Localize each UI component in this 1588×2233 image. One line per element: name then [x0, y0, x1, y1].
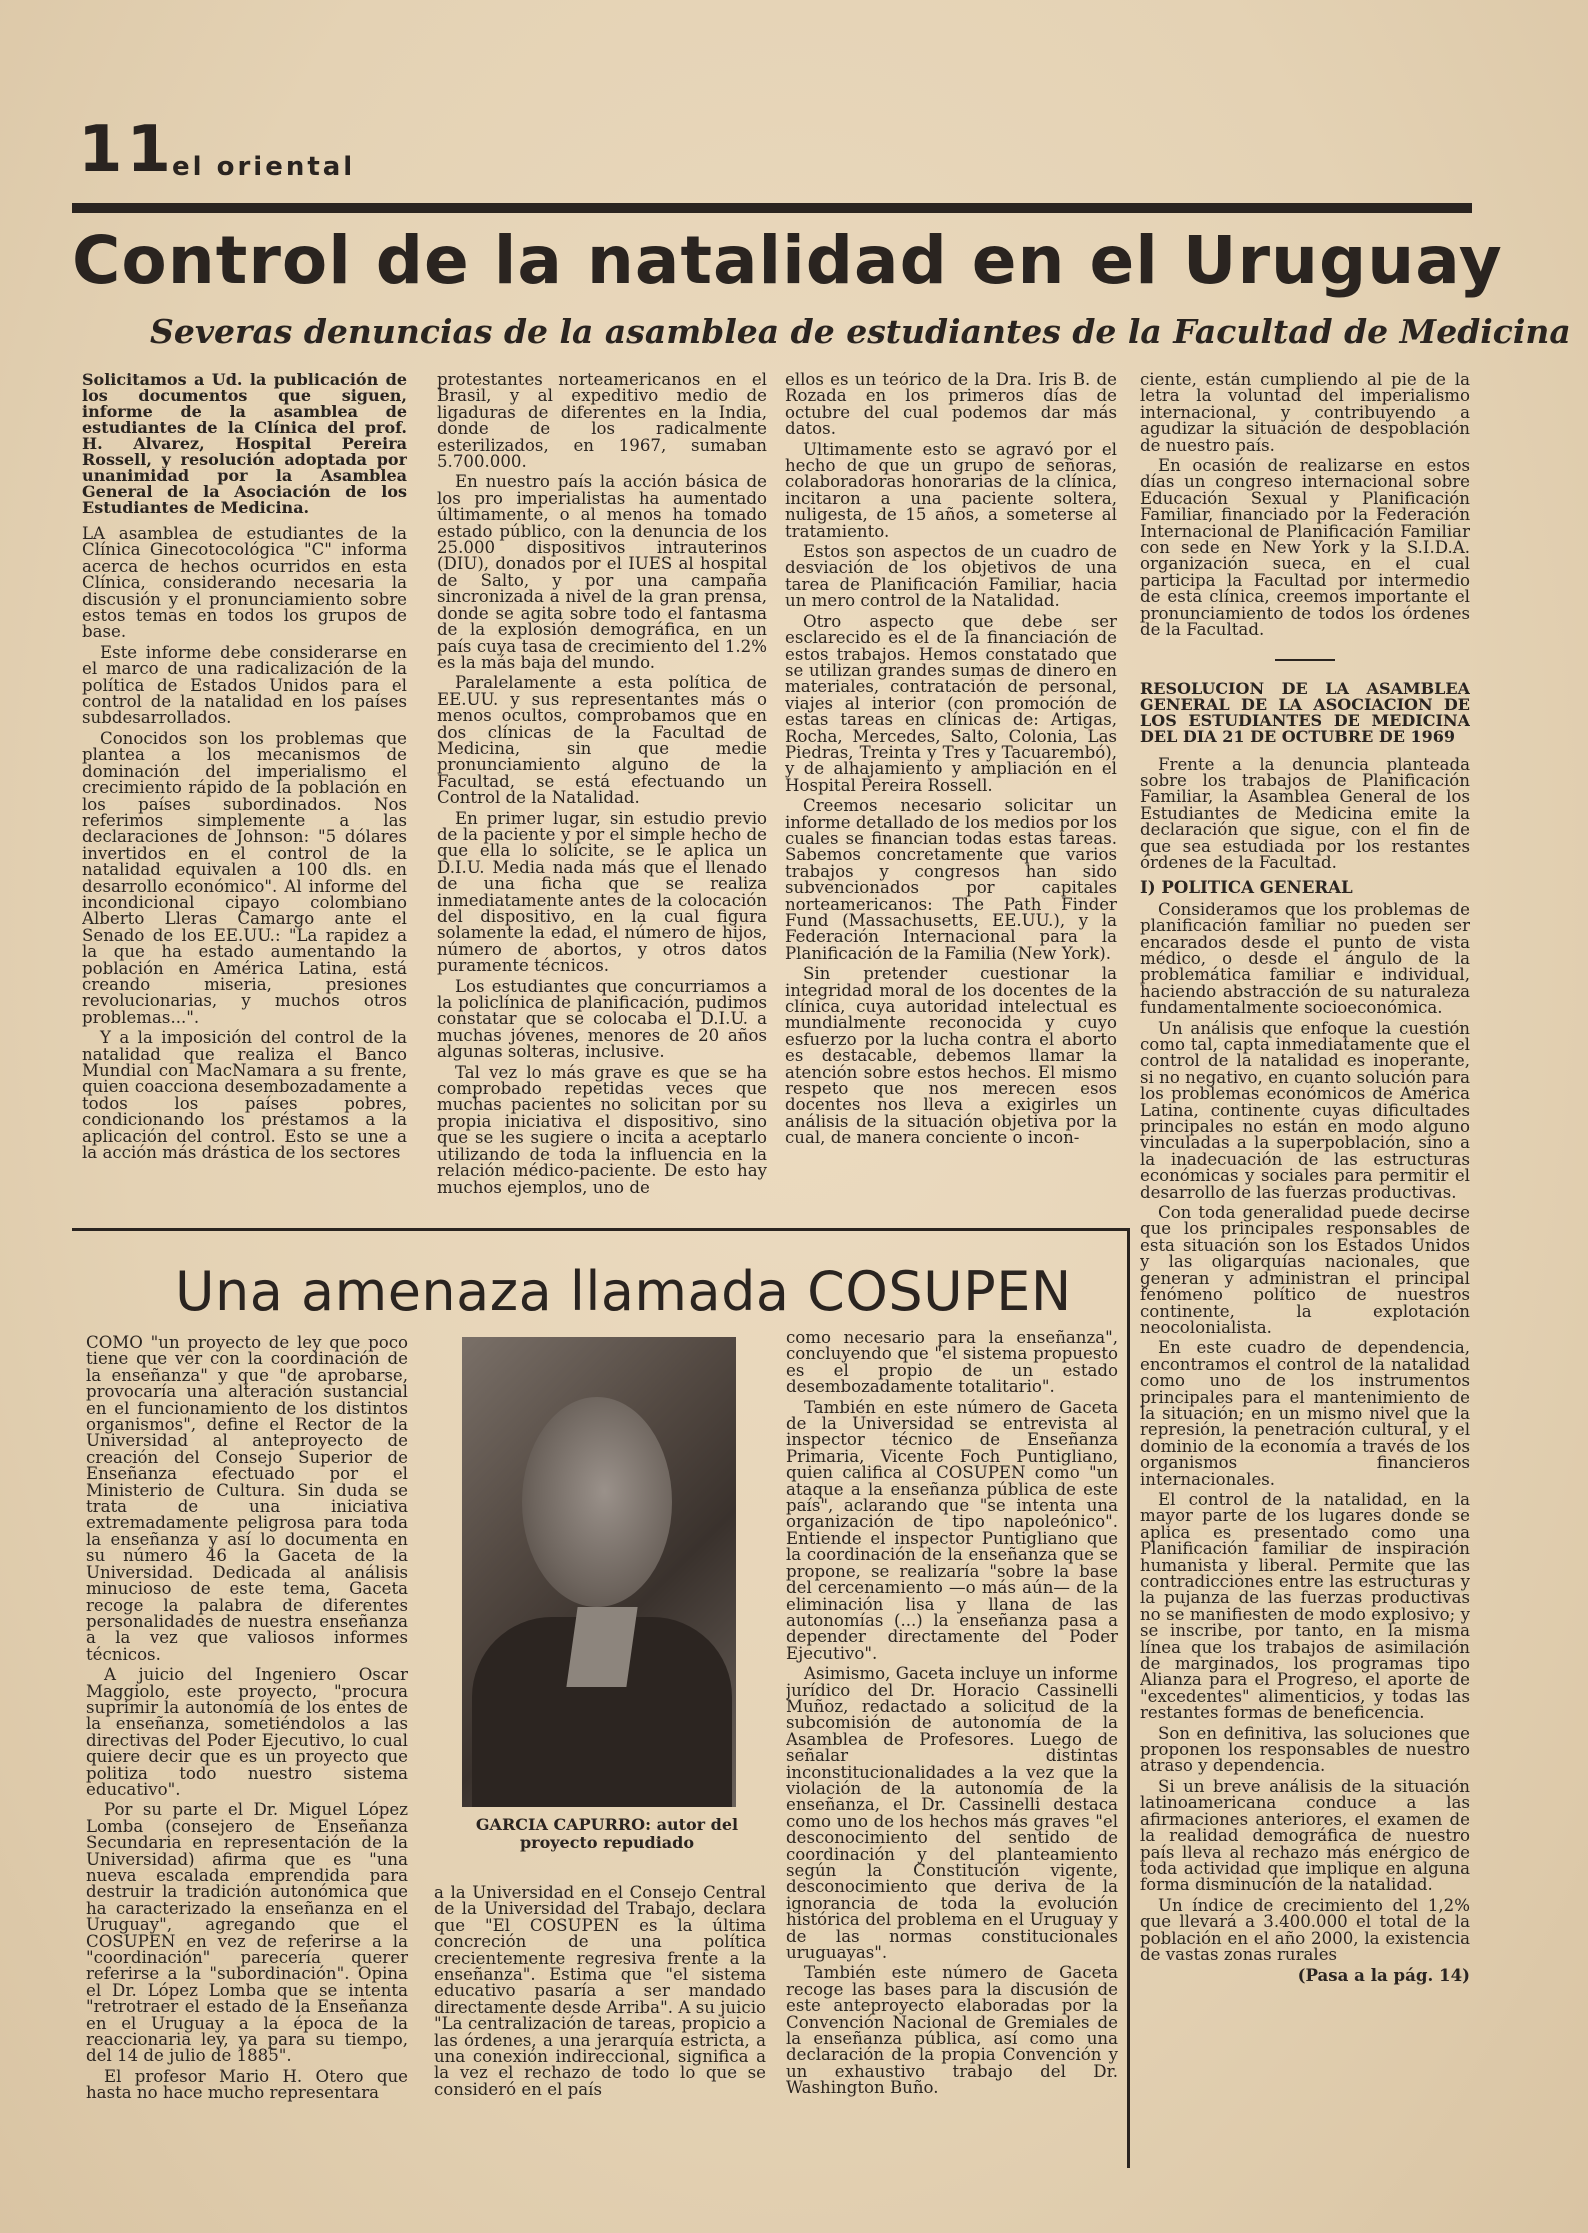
article-subheadline: Severas denuncias de la asamblea de estudiantes de la Facultad de Medicina: [150, 312, 1571, 351]
photo-collar: [566, 1607, 637, 1687]
paragraph: Asimismo, Gaceta incluye un informe jurídico del Dr. Horacio Cassinelli Muñoz, redactado a solicitud de la subcomisión de autonomía de la Asamblea de Profesores. Luego de señalar distintas inconstitucionalidades a la vez que la violación de la autonomía de la enseñanza, el Dr. Cassinelli destaca como uno de los hechos más graves "el desconocimiento del sentido de coordinación y del planteamiento según la Constitución vigente, desconocimiento que deriva de la ignorancia de toda la evolución histórica del problema en el Uruguay y de las normas constitucionales uruguayas".: [786, 1664, 1118, 1963]
article1-column-2: [437, 372, 767, 1202]
paragraph: Y a la imposición del control de la natalidad que realiza el Banco Mundial con MacNamara a su frente, quien coacciona desembozadamente a todos los países pobres, condicionando los préstamos a la aplicación del control. Esto se une a la acción más drástica de los sectores: [82, 1028, 407, 1163]
paragraph: Estos son aspectos de un cuadro de desviación de los objetivos de una tarea de Planificación Familiar, hacia un mero control de la Natalidad.: [785, 542, 1117, 611]
paragraph: Consideramos que los problemas de planificación familiar no pueden ser encarados desde el punto de vista médico, o desde el ángulo de la problemática familiar e individual, haciendo abstracción de su naturaleza fundamentalmente socioeconómica.: [1140, 899, 1470, 1018]
paragraph: ciente, están cumpliendo al pie de la letra la voluntad del imperialismo internacional, y contribuyendo a agudizar la situación de despoblación de nuestro país.: [1140, 372, 1470, 455]
paragraph: En nuestro país la acción básica de los pro imperialistas ha aumentado últimamente, o al menos ha tomado estado público, con la denuncia de los 25.000 dispositivos intrauterinos (DIU), donados por el IUES al hospital de Salto, y por una campaña sincronizada a nivel de la gran prensa, donde se agita sobre todo el fantasma de la explosión demográfica, en un país cuya tasa de crecimiento del 1.2% es la más baja del mundo.: [437, 472, 767, 672]
paragraph: Un índice de crecimiento del 1,2% que llevará a 3.400.000 el total de la población en el año 2000, la existencia de vastas zonas rurales: [1140, 1895, 1470, 1964]
paragraph: Otro aspecto que debe ser esclarecido es el de la financiación de estos trabajos. Hemos constatado que se utilizan grandes sumas de dinero en materiales, contratación de personal, viajes al interior (con promoción de estas tareas en clínicas de: Artigas, Rocha, Mercedes, Salto, Colonia, Las Piedras, Treinta y Tres y Tacuarembó), y de alhajamiento y ampliación en el Hospital Pereira Rossell.: [785, 611, 1117, 795]
paragraph: En ocasión de realizarse en estos días un congreso internacional sobre Educación Sexual y Planificación Familiar, financiado por la Federación Internacional de Planificación Familiar con sede en New York y la S.I.D.A. organización sueca, en el cual participa la Facultad por intermedio de esta clínica, creemos importante el pronunciamiento de todos los órdenes de la Facultad.: [1140, 456, 1470, 640]
paragraph: Con toda generalidad puede decirse que los principales responsables de esta situación son los Estados Unidos y las oligarquías nacionales, que generan y administran el principal fenómeno político de nuestros continente, la explotación neocolonialista.: [1140, 1203, 1470, 1337]
article1-column-3: [785, 372, 1117, 1202]
portrait-photo: [462, 1337, 736, 1807]
paragraph: Tal vez lo más grave es que se ha comprobado repetidas veces que muchas pacientes no solicitan por su propia iniciativa el dispositivo, sino que se les sugiere o incita a aceptarlo utilizando de toda la influencia en la relación médico-paciente. De esto hay muchos ejemplos, uno de: [437, 1062, 767, 1197]
article1-column-1: [82, 372, 407, 1202]
paragraph: Sin pretender cuestionar la integridad moral de los docentes de la clínica, cuya autoridad intelectual es mundialmente reconocida y cuyo esfuerzo por la lucha contra el aborto es destacable, debemos llamar la atención sobre estos hechos. El mismo respeto que nos merecen esos docentes nos lleva a exigirles un análisis de la situación objetiva por la cual, de manera conciente o incon-: [785, 964, 1117, 1148]
paragraph: Este informe debe considerarse en el marco de una radicalización de la política de Estados Unidos para el control de la natalidad en los países subdesarrollados.: [82, 642, 407, 728]
paragraph: ellos es un teórico de la Dra. Iris B. de Rozada en los primeros días de octubre del cual podemos dar más datos.: [785, 372, 1117, 439]
paragraph: Son en definitiva, las soluciones que proponen los responsables de nuestro atraso y dependencia.: [1140, 1723, 1470, 1776]
paragraph: En primer lugar, sin estudio previo de la paciente y por el simple hecho de que ella lo solicite, se le aplica un D.I.U. Media nada más que el llenado de una ficha que se realiza inmediatamente antes de la colocación del dispositivo, en la cual figura solamente la edad, el número de hijos, número de abortos, y otros datos puramente técnicos.: [437, 808, 767, 976]
paragraph: También en este número de Gaceta de la Universidad se entrevista al inspector técnico de Enseñanza Primaria, Vicente Foch Puntigliano, quien califica al COSUPEN como "un ataque a la enseñanza pública de este país", aclarando que "se intenta una organización de tipo napoleónico". Entiende el inspector Puntigliano que la coordinación de la enseñanza que se propone, se realizaría "sobre la base del cercenamiento —o más aún— de la eliminación lisa y llana de las autonomías (...) la enseñanza pasa a depender directamente del Poder Ejecutivo".: [786, 1397, 1118, 1663]
paragraph: Ultimamente esto se agravó por el hecho de que un grupo de señoras, colaboradoras honorarias de la clínica, incitaron a una paciente soltera, nuligesta, de 15 años, a someterse al tratamiento.: [785, 439, 1117, 541]
section-separator: [1275, 659, 1335, 661]
box-rule-horizontal: [72, 1228, 1130, 1231]
photo-caption: GARCIA CAPURRO: autor del proyecto repudiado: [475, 1815, 739, 1852]
paragraph: El profesor Mario H. Otero que hasta no hace mucho representara: [86, 2066, 408, 2103]
paragraph: También este número de Gaceta recoge las bases para la discusión de este anteproyecto elaboradas por la Convención Nacional de Gremiales de la enseñanza pública, así como una declaración de la propia Convención y un exhaustivo trabajo del Dr. Washington Buño.: [786, 1963, 1118, 2098]
paragraph: a la Universidad en el Consejo Central de la Universidad del Trabajo, declara que "El COSUPEN es la última concreción de una política crecientemente regresiva frente a la enseñanza". Estima que "el sistema educativo pasaría a ser mandado directamente desde Arriba". A su juicio "La centralización de tareas, propicio a las órdenes, a una jerarquía estricta, a una conexión indireccional, significa a la vez el rechazo de todo lo que se consideró en el país: [434, 1885, 766, 2099]
box-rule-vertical: [1127, 1228, 1130, 2168]
paragraph: Creemos necesario solicitar un informe detallado de los medios por los cuales se financian todas estas tareas. Sabemos concretamente que varios trabajos y congresos han sido subvencionados por capitales norteamericanos: The Path Finder Fund (Massachusetts, EE.UU.), y la Federación Internacional para la Planificación de la Familia (New York).: [785, 796, 1117, 963]
paragraph: En este cuadro de dependencia, encontramos el control de la natalidad como uno de los instrumentos principales para el mantenimiento de la situación; en un mismo nivel que la represión, la penetración cultural, y el dominio de la economía a través de los organismos financieros internacionales.: [1140, 1338, 1470, 1489]
paragraph: A juicio del Ingeniero Oscar Maggiolo, este proyecto, "procura suprimir la autonomía de los entes de la enseñanza, sometiéndolos a las directivas del Poder Ejecutivo, lo cual quiere decir que es un proyecto que politiza todo nuestro sistema educativo".: [86, 1665, 408, 1799]
article1-column-4: [1140, 372, 1470, 2132]
article2-column-3: [786, 1330, 1118, 2135]
article2-column-1: [86, 1335, 408, 2135]
paragraph: Los estudiantes que concurriamos a la policlínica de planificación, pudimos constatar que se colocaba el D.I.U. a muchas jóvenes, menores de 20 años algunas solteras, inclusive.: [437, 976, 767, 1062]
article2-headline: Una amenaza llamada COSUPEN: [175, 1260, 1072, 1323]
page-number: 11: [78, 113, 176, 187]
paragraph: Frente a la denuncia planteada sobre los trabajos de Planificación Familiar, la Asamblea General de los Estudiantes de Medicina emite la declaración que sigue, con el fin de que sea estudiada por los restantes órdenes de la Facultad.: [1140, 754, 1470, 872]
photo-face: [522, 1397, 672, 1607]
paragraph: LA asamblea de estudiantes de la Clínica Ginecotocológica "C" informa acerca de hechos ocurridos en esta Clínica, considerando necesaria la discusión y el pronunciamiento sobre estos temas en todos los grupos de base.: [82, 524, 407, 642]
paragraph: Paralelamente a esta política de EE.UU. y sus representantes más o menos ocultos, comprobamos que en dos clínicas de la Facultad de Medicina, sin que medie pronunciamiento alguno de la Facultad, se está efectuando un Control de la Natalidad.: [437, 673, 767, 808]
continued-note: (Pasa a la pág. 14): [1297, 1965, 1470, 1986]
article-headline: Control de la natalidad en el Uruguay: [72, 222, 1503, 299]
paragraph: Conocidos son los problemas que plantea a los mecanismos de dominación del imperialismo el crecimiento rápido de la población en los países subordinados. Nos referimos simplemente a las declaraciones de Johnson: "5 dólares invertidos en el control de la natalidad equivalen a 100 dls. en desarrollo económico". Al informe del incondicional cipayo colombiano Alberto Lleras Camargo ante el Senado de los EE.UU.: "La rapidez a la que ha estado aumentando la población en América Latina, está creando miseria, presiones revolucionarias, y muchos otros problemas...".: [82, 728, 407, 1027]
section-heading: I) POLITICA GENERAL: [1140, 877, 1353, 898]
paragraph: Si un breve análisis de la situación latinoamericana conduce a las afirmaciones anteriores, el examen de la realidad demográfica de nuestro país lleva al rechazo más enérgico de toda actividad que implique en alguna forma disminución de la natalidad.: [1140, 1776, 1470, 1895]
paragraph: El control de la natalidad, en la mayor parte de los lugares donde se aplica es presentado como una Planificación familiar de inspiración humanista y liberal. Permite que las contradicciones entre las estructuras y la pujanza de las fuerzas productivas no se manifiesten de modo explosivo; y se inscribe, por tanto, en la misma línea que los trabajos de asimilación de marginados, los programas tipo Alianza para el Progreso, el aporte de "excedentes" alimenticios, y todas las restantes formas de beneficencia.: [1140, 1489, 1470, 1723]
article2-column-2: [434, 1885, 766, 2135]
paragraph: COMO "un proyecto de ley que poco tiene que ver con la coordinación de la enseñanza" y que "de aprobarse, provocaría una alteración sustancial en el funcionamiento de los distintos organismos", define el Rector de la Universidad al anteproyecto de creación del Consejo Superior de Enseñanza efectuado por el Ministerio de Cultura. Sin duda se trata de una iniciativa extremadamente peligrosa para toda la enseñanza y así lo documenta en su número 46 la Gaceta de la Universidad. Dedicada al análisis minucioso de este tema, Gaceta recoge la palabra de diferentes personalidades de nuestra enseñanza a la vez que valiosos informes técnicos.: [86, 1335, 408, 1664]
paragraph: como necesario para la enseñanza", concluyendo que "el sistema propuesto es el propio de un estado desembozadamente totalitario".: [786, 1330, 1118, 1397]
newspaper-name: el oriental: [172, 152, 356, 182]
article1-intro: Solicitamos a Ud. la publicación de los documentos que siguen, informe de la asamblea de estudiantes de la Clínica del prof. H. Alvarez, Hospital Pereira Rossell, y resolución adoptada por unanimidad por la Asamblea General de la Asociación de los Estudiantes de Medicina.: [82, 372, 407, 517]
masthead-rule: [72, 203, 1472, 213]
paragraph: protestantes norteamericanos en el Brasil, y al expeditivo medio de ligaduras de diferentes en la India, donde de los radicalmente esterilizados, en 1967, sumaban 5.700.000.: [437, 372, 767, 472]
paragraph: Por su parte el Dr. Miguel López Lomba (consejero de Enseñanza Secundaria en representación de la Universidad) afirma que es "una nueva escalada emprendida para destruir la tradición autonómica que ha caracterizado la enseñanza en el Uruguay", agregando que el COSUPEN en vez de referirse a la "coordinación" parecería querer referirse a la "subordinación". Opina el Dr. López Lomba que se intenta "retrotraer el estado de la Enseñanza en el Uruguay a la época de la reaccionaria ley, ya para su tiempo, del 14 de julio de 1885".: [86, 1800, 408, 2066]
paragraph: Un análisis que enfoque la cuestión como tal, capta inmediatamente que el control de la natalidad es inoperante, si no negativo, en cuanto solución para los problemas económicos de América Latina, continente cuyas dificultades principales no están en modo alguno vinculadas a la superpoblación, sino a la inadecuación de las estructuras económicas y sociales para permitir el desarrollo de las fuerzas productivas.: [1140, 1018, 1470, 1202]
resolution-title: RESOLUCION DE LA ASAMBLEA GENERAL DE LA ASOCIACION DE LOS ESTUDIANTES DE MEDICINA DEL DIA 21 DE OCTUBRE DE 1969: [1140, 678, 1470, 746]
